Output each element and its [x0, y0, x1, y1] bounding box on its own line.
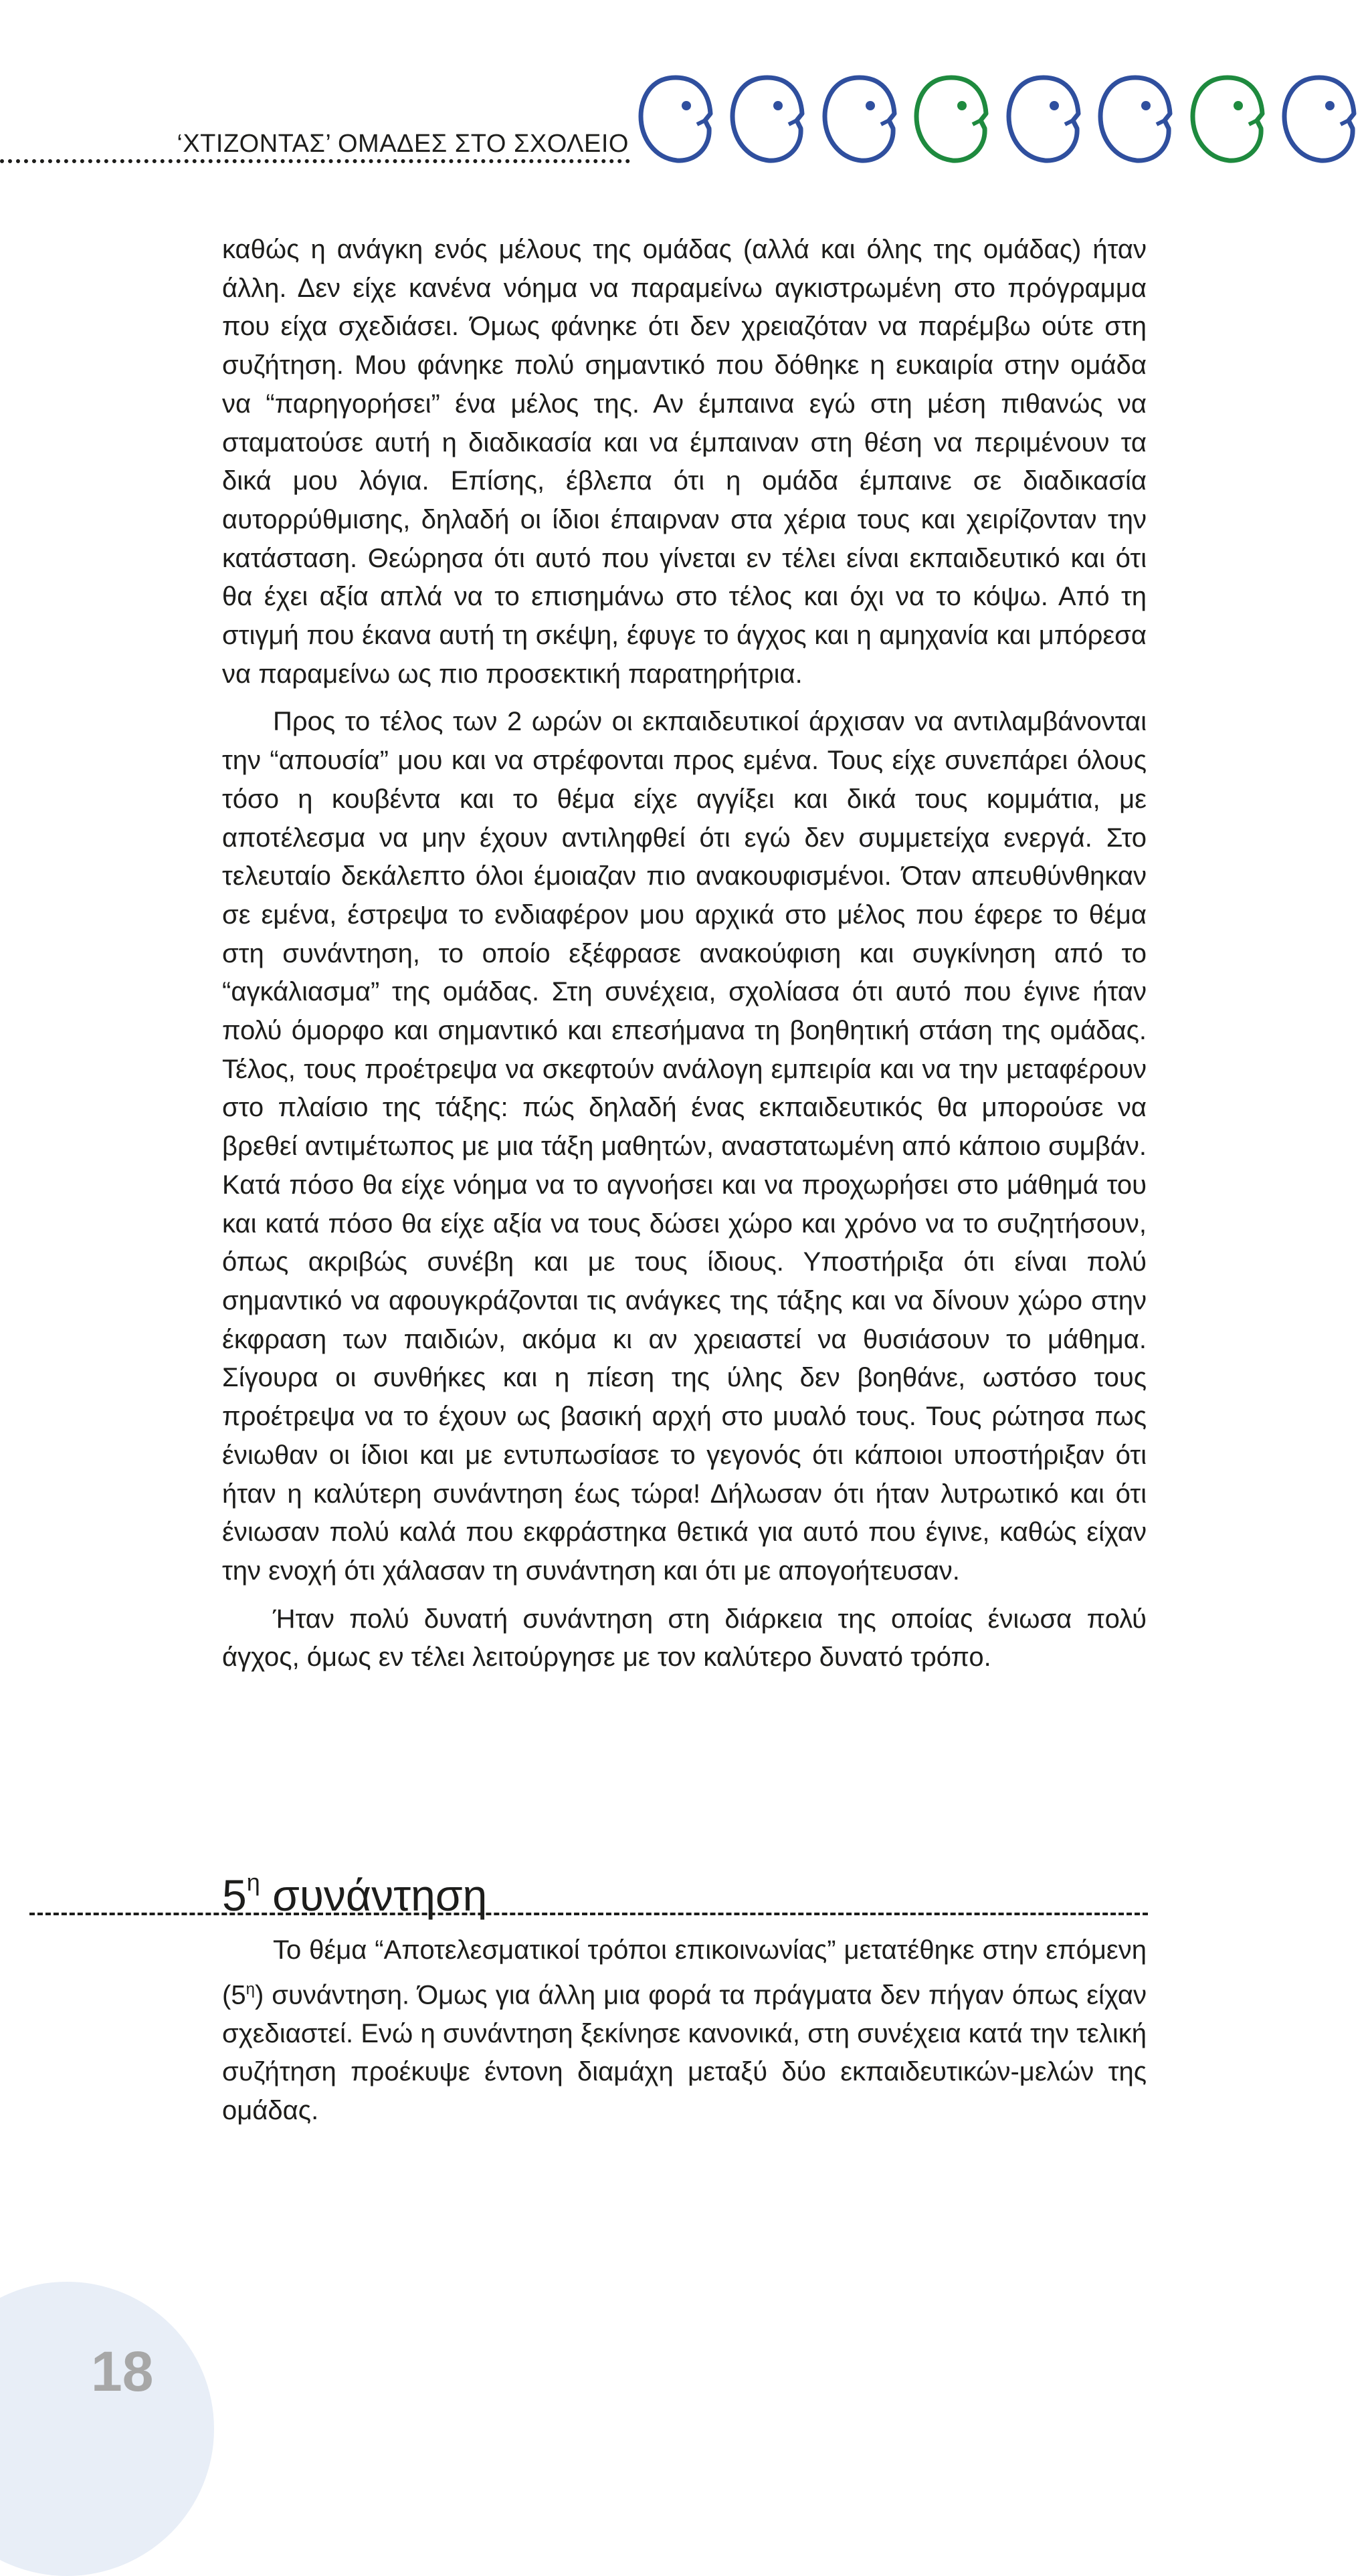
paragraph: Ήταν πολύ δυνατή συνάντηση στη διάρκεια της οποίας ένιωσα πολύ άγχος, όμως εν τέλει λειτούργησε με τον καλύτερο δυνατό τρόπο. [222, 1604, 1147, 1673]
paragraph: Προς το τέλος των 2 ωρών οι εκπαιδευτικοί άρχισαν να αντιλαμβάνονται την “απουσία” μου και να στρέφονται προς εμένα. Τους είχε συνεπάρει όλους τόσο η κουβέντα και το θέμα είχε αγγίξει και δικά τους κομμάτια, με αποτέλεσμα να μην έχουν αντιληφθεί ότι εγώ δεν συμμετείχα ενεργά. Στο τελευταίο δεκάλεπτο όλοι έμοιαζαν πιο ανακουφισμένοι. Όταν απευθύνθηκαν σε εμένα, έστρεψα το ενδιαφέρον μου αρχικά στο μέλος που έφερε το θέμα στη συνάντηση, το οποίο εξέφρασε ανακούφιση και συγκίνηση από το “αγκάλιασμα” της ομάδας. Στη συνέχεια, σχολίασα ότι αυτό που έγινε ήταν πολύ όμορφο και σημαντικό και επεσήμανα τη βοηθητική στάση της ομάδας. Τέλος, τους προέτρεψα να σκεφτούν ανάλογη εμπειρία και να την μεταφέρουν στο πλαίσιο της τάξης: πώς δηλαδή ένας εκπαιδευτικός θα μπορούσε να βρεθεί αντιμέτωπος με μια τάξη μαθητών, αναστατωμένη από κάποιο συμβάν. Κατά πόσο θα είχε νόημα να το αγνοήσει και να προχωρήσει στο μάθημά του και κατά πόσο θα είχε αξία να τους δώσει χώρο και χρόνο να το συζητήσουν, όπως ακριβώς συνέβη και με τους ίδιους. Υποστήριξα ότι είναι πολύ σημαντικό να αφουγκράζονται τις ανάγκες της τάξης και να δίνουν χώρο στην έκφραση των παιδιών, ακόμα κι αν χρειαστεί να θυσιάσουν το μάθημα. Σίγουρα οι συνθήκες και η πίεση της ύλης δεν βοηθάνε, ωστόσο τους προέτρεψα να το έχουν ως βασική αρχή στο μυαλό τους. Τους ρώτησα πως ένιωθαν οι ίδιοι και με εντυπωσίασε το γεγονός ότι κάποιοι υποστήριξαν ότι ήταν η καλύτερη συνάντηση έως τώρα! Δήλωσαν ότι ήταν λυτρωτικό και ότι ένιωσαν πολύ καλά που εκφράστηκα θετικά για αυτό που έγινε, καθώς είχαν την ενοχή ότι χάλασαν τη συνάντηση και ότι με απογοήτευσαν. [222, 707, 1147, 1586]
head-icon [635, 72, 714, 166]
head-icon [1003, 72, 1082, 166]
page-number: 18 [91, 2340, 154, 2403]
section-dashed-rule [29, 1913, 1148, 1915]
ordinal: η [246, 1979, 255, 1998]
paragraph: καθώς η ανάγκη ενός μέλους της ομάδας (αλλά και όλης της ομάδας) ήταν άλλη. Δεν είχε κανένα νόημα να παραμείνω αγκιστρωμένη στο πρόγραμμα που είχα σχεδιάσει. Όμως φάνηκε ότι δεν χρειαζόταν να παρέμβω ούτε στη συζήτηση. Μου φάνηκε πολύ σημαντικό που δόθηκε η ευκαιρία στην ομάδα να “παρηγορήσει” ένα μέλος της. Αν έμπαινα εγώ στη μέση πιθανώς να σταματούσε αυτή η διαδικασία και να έμπαιναν στη θέση να περιμένουν τα δικά μου λόγια. Επίσης, έβλεπα ότι η ομάδα έμπαινε σε διαδικασία αυτορρύθμισης, δηλαδή οι ίδιοι έπαιρναν στα χέρια τους και χειρίζονταν την κατάσταση. Θεώρησα ότι αυτό που γίνεται εν τέλει είναι εκπαιδευτικό και ότι θα έχει αξία απλά να το επισημάνω στο τέλος και όχι να το κόψω. Από τη στιγμή που έκανα αυτή τη σκέψη, έφυγε το άγχος και η αμηχανία και μπόρεσα να παραμείνω ως πιο προσεκτική παρατηρήτρια. [222, 235, 1147, 689]
running-header: ‘ΧΤΙΖΟΝΤΑΣ’ ΟΜΑΔΕΣ ΣΤΟ ΣΧΟΛΕΙΟ [177, 130, 629, 158]
head-icon [727, 72, 806, 166]
section-number: 5 [222, 1870, 247, 1920]
section-title: συνάντηση [260, 1870, 488, 1920]
paragraph-text: ) συνάντηση. Όμως για άλλη μια φορά τα πράγματα δεν πήγαν όπως είχαν σχεδιαστεί. Ενώ η συνάντηση ξεκίνησε κανονικά, στη συνέχεια κατά την τελική συζήτηση προέκυψε έντονη διαμάχη μεταξύ δύο εκπαιδευτικών-μελών της ομάδας. [222, 1980, 1147, 2126]
body-text [222, 231, 1147, 1677]
head-icon [1095, 72, 1174, 166]
head-icon [1279, 72, 1358, 166]
heads-decoration [635, 72, 1358, 173]
paragraph [222, 1931, 1147, 2131]
head-icon [819, 72, 898, 166]
page-number-circle [0, 2282, 214, 2576]
head-icon [911, 72, 990, 166]
section-ordinal: η [246, 1868, 260, 1896]
paragraph-text: Το θέμα “Αποτελεσματικοί τρόποι επικοινωνίας” μετατέθηκε στην επόμενη (5 [222, 1935, 1147, 2010]
section-body-text [222, 1931, 1147, 2131]
header-dotted-rule [0, 159, 630, 163]
head-icon [1187, 72, 1266, 166]
